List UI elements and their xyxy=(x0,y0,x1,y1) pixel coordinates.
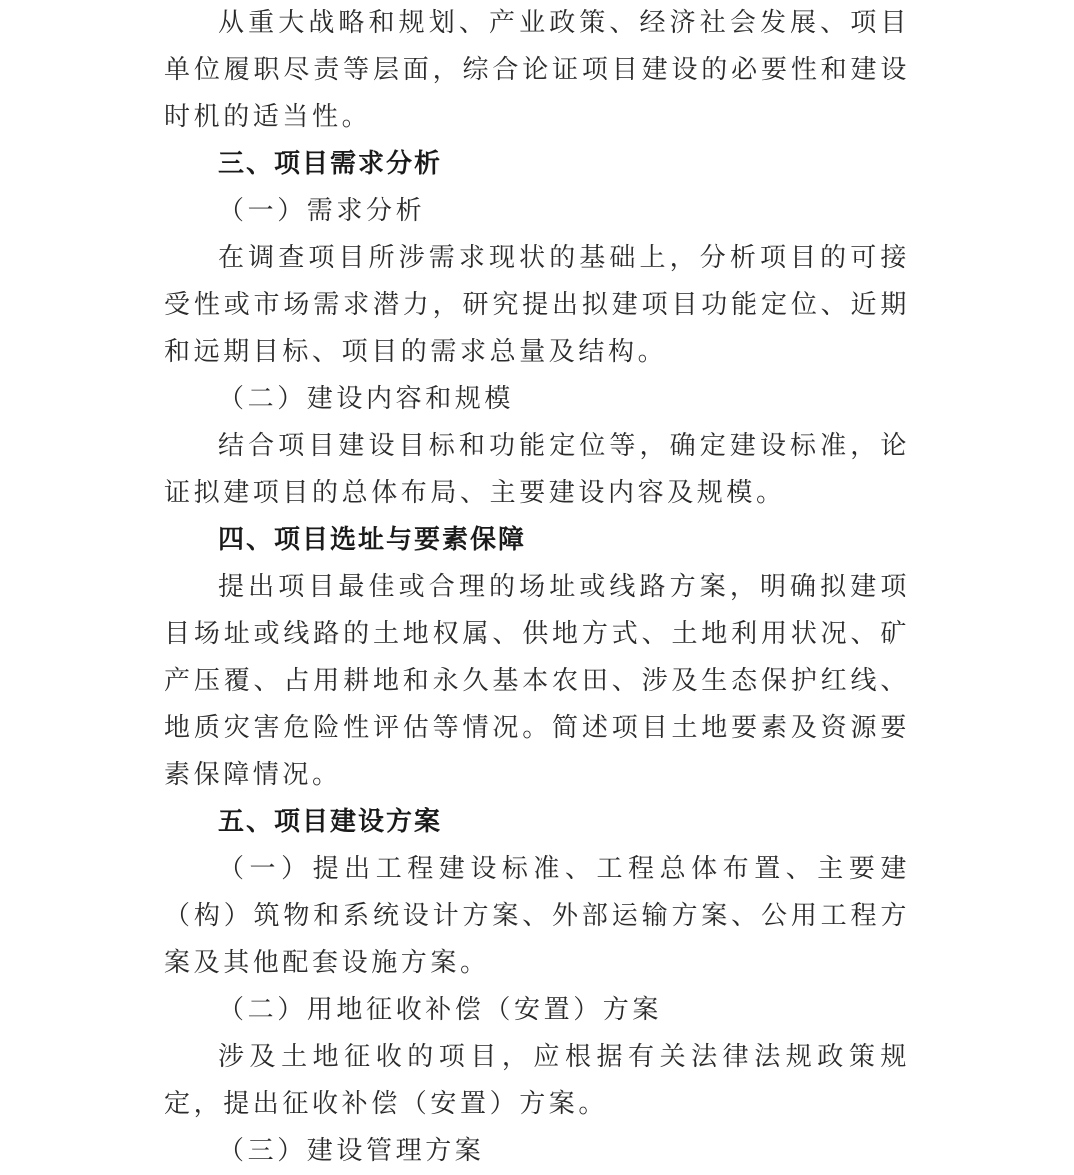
subheading-land-compensation: （二）用地征收补偿（安置）方案 xyxy=(218,995,663,1025)
paragraph-land-compensation: 涉及土地征收的项目，应根据有关法律法规政策规定，提出征收补偿（安置）方案。 xyxy=(164,1042,910,1119)
section-heading-3: 三、项目需求分析 xyxy=(218,149,443,179)
subheading-construction-management: （三）建设管理方案 xyxy=(218,1136,485,1166)
paragraph-site-selection: 提出项目最佳或合理的场址或线路方案，明确拟建项目场址或线路的土地权属、供地方式、土地利用状况、矿产压覆、占用耕地和永久基本农田、涉及生态保护红线、地质灾害危险性评估等情况。简述项目土地要素及资源要素保障情况。 xyxy=(164,572,910,790)
paragraph-engineering-standards: （一）提出工程建设标准、工程总体布置、主要建（构）筑物和系统设计方案、外部运输方案、公用工程方案及其他配套设施方案。 xyxy=(164,854,910,978)
paragraph-demand-analysis: 在调查项目所涉需求现状的基础上，分析项目的可接受性或市场需求潜力，研究提出拟建项目功能定位、近期和远期目标、项目的需求总量及结构。 xyxy=(164,243,910,367)
subheading-content-scale: （二）建设内容和规模 xyxy=(218,384,515,414)
subheading-demand-analysis: （一）需求分析 xyxy=(218,196,426,226)
paragraph-necessity: 从重大战略和规划、产业政策、经济社会发展、项目单位履职尽责等层面，综合论证项目建设的必要性和建设时机的适当性。 xyxy=(164,8,910,132)
section-heading-5: 五、项目建设方案 xyxy=(218,807,443,837)
document-body xyxy=(164,0,910,1175)
section-heading-4: 四、项目选址与要素保障 xyxy=(218,525,527,555)
paragraph-content-scale: 结合项目建设目标和功能定位等，确定建设标准，论证拟建项目的总体布局、主要建设内容及规模。 xyxy=(164,431,910,508)
